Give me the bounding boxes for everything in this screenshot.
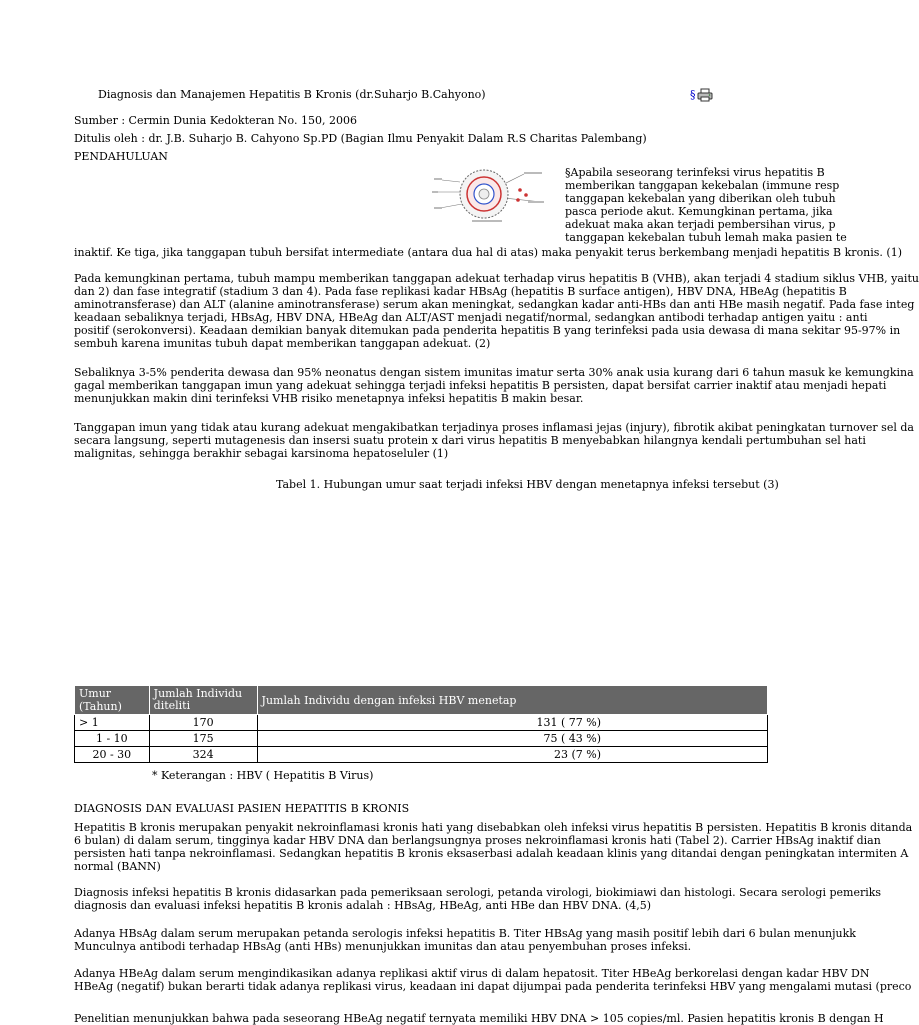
intro-line: pasca periode akut. Kemungkinan pertama, jika [565,205,833,218]
intro-line: tanggapan kekebalan yang diberikan oleh tubuh [565,192,836,205]
hbv-age-table [74,685,768,763]
table-cell: 20 - 30 [75,747,150,763]
table-caption: Tabel 1. Hubungan umur saat terjadi infeksi HBV dengan menetapnya infeksi tersebut (3) [276,478,779,491]
source-line: Sumber : Cermin Dunia Kedokteran No. 150, 2006 [74,114,357,127]
table-header-row [75,686,768,715]
paragraph-inflammation: Tanggapan imun yang tidak atau kurang adekuat mengakibatkan terjadinya proses inflamasi jejas (injury), fibrotik akibat peningkatan turnover sel da secara langsung, seperti mutagenesis dan insersi suatu protein x dari virus hepatitis B menyebabkan hilangnya kendali pertumbuhan sel hati malignitas, sehingga berakhir sebagai karsinoma hepatoseluler (1) [74,421,914,460]
article-title: Diagnosis dan Manajemen Hepatitis B Kronis (dr.Suharjo B.Cahyono) [98,88,486,101]
hepatitis-b-virus-diagram [432,164,552,226]
paragraph-diagnosis: Diagnosis infeksi hepatitis B kronis didasarkan pada pemeriksaan serologi, petanda virologi, biokimiawi dan histologi. Secara serologi pemeriks diagnosis dan evaluasi infeksi hepatitis B kronis adalah : HBsAg, HBeAg, anti HBe dan HBV DNA. (4,5) [74,886,882,912]
table-cell: > 1 [75,715,150,731]
section-heading: DIAGNOSIS DAN EVALUASI PASIEN HEPATITIS B KRONIS [74,802,410,815]
table-row [75,731,768,747]
printer-icon[interactable] [697,88,713,102]
intro-heading: PENDAHULUAN [74,150,168,163]
intro-tail-line: inaktif. Ke tiga, jika tanggapan tubuh bersifat intermediate (antara dua hal di atas) maka penyakit terus berkembang menjadi hepatitis B kronis. (1) [74,246,903,259]
column-header: Umur (Tahun) [75,686,150,715]
table-cell: 75 ( 43 %) [257,731,767,747]
column-header: Jumlah Individu diteliti [149,686,257,715]
table-cell: 170 [149,715,257,731]
paragraph-hbsag: Adanya HBsAg dalam serum merupakan petanda serologis infeksi hepatitis B. Titer HBsAg yang masih positif lebih dari 6 bulan menunjukk Munculnya antibodi terhadap HBsAg (anti HBs) menunjukkan imunitas dan atau penyembuhan proses infeksi. [74,927,856,953]
table-row [75,747,768,763]
table-cell: 1 - 10 [75,731,150,747]
intro-line: tanggapan kekebalan tubuh lemah maka pasien te [565,231,847,244]
paragraph-definition: Hepatitis B kronis merupakan penyakit nekroinflamasi kronis hati yang disebabkan oleh infeksi virus hepatitis B persisten. Hepatitis B kronis ditanda 6 bulan) di dalam serum, tingginya kadar HBV DNA dan berlangsungnya proses nekroinflamasi kronis hati (Tabel 2). Carrier HBsAg inaktif dian persisten hati tanpa nekroinflamasi. Sedangkan hepatitis B kronis eksaserbasi adalah keadaan klinis yang ditandai dengan peningkatan intermiten A normal (BANN) [74,821,913,873]
intro-line: §Apabila seseorang terinfeksi virus hepatitis B [565,166,825,179]
author-line: Ditulis oleh : dr. J.B. Suharjo B. Cahyono Sp.PD (Bagian Ilmu Penyakit Dalam R.S Charitas Palembang) [74,132,647,145]
paragraph-hbeag: Adanya HBeAg dalam serum mengindikasikan adanya replikasi aktif virus di dalam hepatosit. Titer HBeAg berkorelasi dengan kadar HBV DN HBeAg (negatif) bukan berarti tidak adanya replikasi virus, keadaan ini dapat dijumpai pada penderita terinfeksi HBV yang mengalami mutasi (preco [74,967,912,993]
table-note: * Keterangan : HBV ( Hepatitis B Virus) [152,769,374,782]
intro-line: memberikan tanggapan kekebalan (immune resp [565,179,840,192]
paragraph-neonatus: Sebaliknya 3-5% penderita dewasa dan 95% neonatus dengan sistem imunitas imatur serta 30% anak usia kurang dari 6 tahun masuk ke kemungkina gagal memberikan tanggapan imun yang adekuat sehingga terjadi infeksi hepatitis B persisten, dapat bersifat carrier inaktif atau menjadi hepati menunjukkan makin dini terinfeksi VHB risiko menetapnya infeksi hepatitis B makin besar. [74,366,914,405]
column-header: Jumlah Individu dengan infeksi HBV menetap [257,686,767,715]
table-cell: 23 (7 %) [257,747,767,763]
section-mark-link[interactable]: § [690,88,696,101]
paragraph-immune-response: Pada kemungkinan pertama, tubuh mampu memberikan tanggapan adekuat terhadap virus hepatitis B (VHB), akan terjadi 4 stadium siklus VHB, yaitu dan 2) dan fase integratif (stadium 3 dan 4). Pada fase replikasi kadar HBsAg (hepatitis B surface antigen), HBV DNA, HBeAg (hepatitis B aminotransferase) dan ALT (alanine aminotransferase) serum akan meningkat, sedangkan kadar anti-HBs dan anti HBe masih negatif. Pada fase integ keadaan sebaliknya terjadi, HBsAg, HBV DNA, HBeAg dan ALT/AST menjadi negatif/normal, sedangkan antibodi terhadap antigen yaitu : anti positif (serokonversi). Keadaan demikian banyak ditemukan pada penderita hepatitis B yang terinfeksi pada usia dewasa di mana sekitar 95-97% in sembuh karena imunitas tubuh dapat memberikan tanggapan adekuat. (2) [74,272,919,350]
paragraph-research: Penelitian menunjukkan bahwa pada seseorang HBeAg negatif ternyata memiliki HBV DNA > 105 copies/ml. Pasien hepatitis kronis B dengan H [74,1012,884,1025]
table-cell: 131 ( 77 %) [257,715,767,731]
table-cell: 175 [149,731,257,747]
table-cell: 324 [149,747,257,763]
table-row [75,715,768,731]
intro-line: adekuat maka akan terjadi pembersihan virus, p [565,218,836,231]
